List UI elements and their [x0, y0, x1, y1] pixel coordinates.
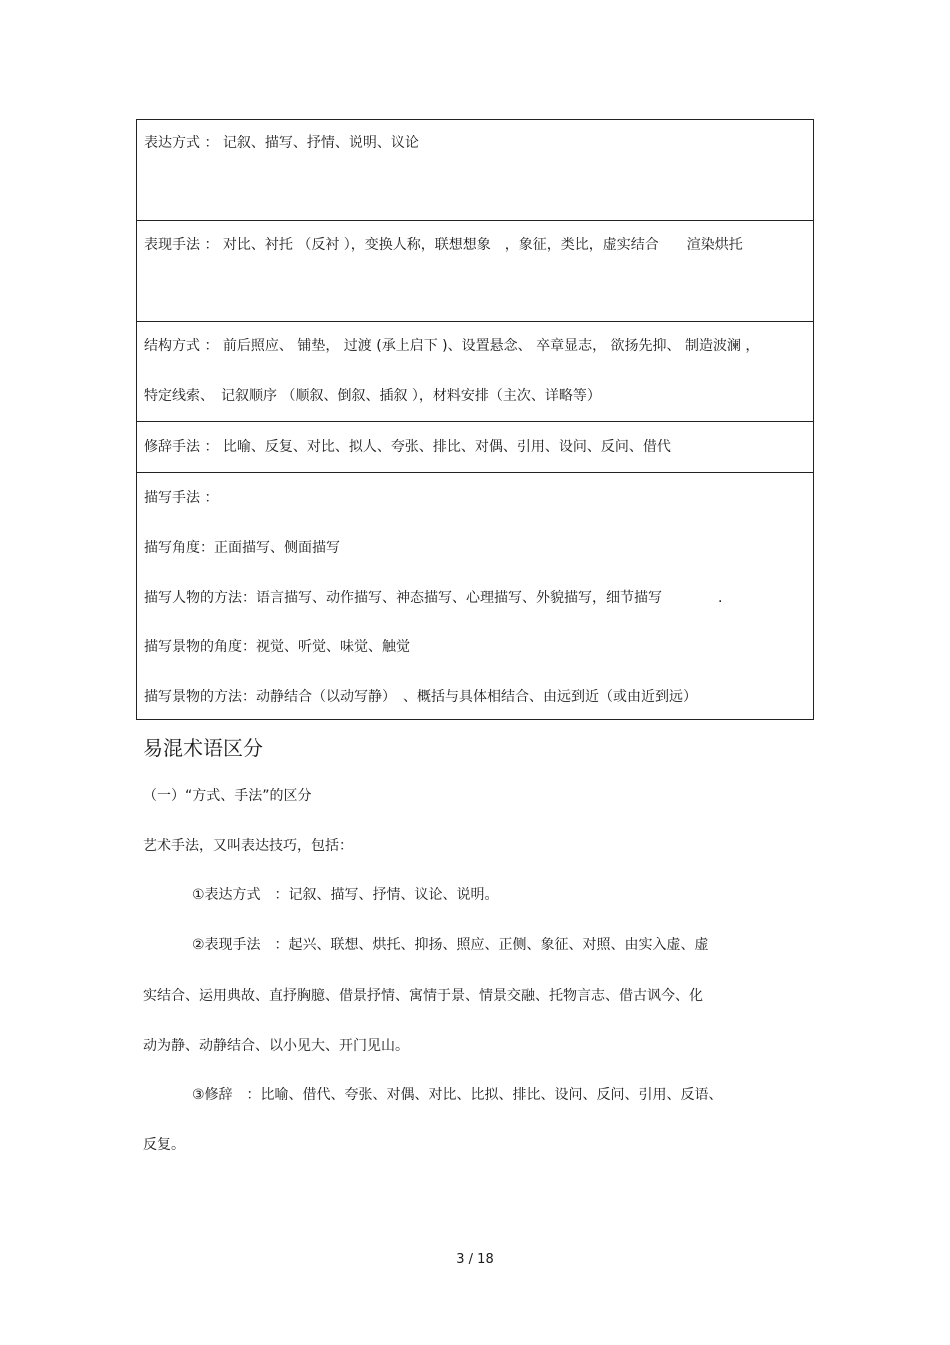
section-heading: 易混术语区分 — [143, 736, 263, 760]
terms-table — [136, 119, 814, 720]
table-cell-text: 结构方式 ： 前后照应、 铺垫， 过渡 (承上启下 )、设置悬念、 卒章显志， 欲扬先抑、 制造波澜 ， — [144, 338, 760, 354]
table-cell-text: 描写人物的方法：语言描写、动作描写、神态描写、心理描写、外貌描写，细节描写 . — [144, 590, 723, 606]
table-cell-text: 表现手法 ： 对比、衬托 （反衬 ），变换人称，联想想象 ，象征，类比，虚实结合 渲染烘托 — [144, 237, 743, 253]
list-item-technique-cont: 动为静、动静结合、以小见大、开门见山。 — [143, 1038, 409, 1054]
table-row-description — [137, 472, 813, 719]
page-number: 3 / 18 — [456, 1252, 494, 1267]
table-cell-text: 修辞手法 ： 比喻、反复、对比、拟人、夸张、排比、对偶、引用、设问、反问、借代 — [144, 439, 671, 455]
section-subheading: （一）“方式、手法”的区分 — [143, 788, 312, 804]
list-item-expression: ①表达方式 ：记叙、描写、抒情、议论、说明。 — [192, 887, 499, 903]
table-row-technique — [137, 220, 813, 321]
table-row-expression — [137, 120, 813, 220]
intro-paragraph: 艺术手法，又叫表达技巧，包括： — [143, 838, 353, 854]
table-row-rhetoric — [137, 421, 813, 472]
table-cell-text: 描写角度：正面描写、侧面描写 — [144, 540, 340, 556]
table-cell-text: 表达方式 ： 记叙、描写、抒情、说明、议论 — [144, 135, 419, 151]
table-cell-text: 描写手法 ： — [144, 490, 219, 506]
list-item-rhetoric-cont: 反复。 — [143, 1137, 185, 1153]
list-item-rhetoric: ③修辞 ：比喻、借代、夸张、对偶、对比、比拟、排比、设问、反问、引用、反语、 — [192, 1087, 723, 1103]
table-cell-text: 描写景物的方法：动静结合（以动写静） 、概括与具体相结合、由远到近（或由近到远） — [144, 689, 697, 705]
table-cell-text: 特定线索、 记叙顺序 （顺叙、倒叙、插叙 ），材料安排（主次、详略等） — [144, 388, 601, 404]
list-item-technique: ②表现手法 ：起兴、联想、烘托、抑扬、照应、正侧、象征、对照、由实入虚、虚 — [192, 937, 709, 953]
table-cell-text: 描写景物的角度：视觉、听觉、味觉、触觉 — [144, 639, 410, 655]
table-row-structure — [137, 321, 813, 421]
list-item-technique-cont: 实结合、运用典故、直抒胸臆、借景抒情、寓情于景、情景交融、托物言志、借古讽今、化 — [143, 988, 703, 1004]
